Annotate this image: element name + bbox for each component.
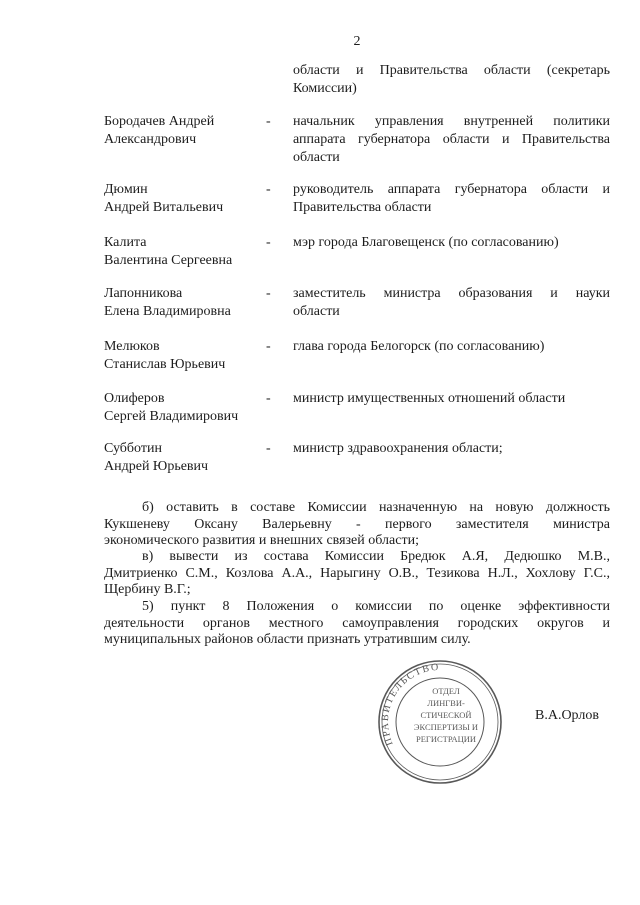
member-position-line: заместитель министра образования и науки [293,286,610,301]
paragraph-b [104,500,610,550]
member-position-line: министр имущественных отношений области [293,391,566,406]
continuation-line: Комиссии) [293,81,357,96]
stamp-inner-line: ЭКСПЕРТИЗЫ И [413,722,479,732]
member-position [293,440,610,458]
member-name [104,390,264,426]
member-dash: - [266,114,271,129]
member-position-line: области [293,150,340,165]
member-dash: - [266,391,271,406]
page-number: 2 [353,34,361,49]
stamp-ring-text: ПРАВИТЕЛЬСТВО [379,661,441,747]
member-name [104,181,264,217]
member-name-line: Бородачев Андрей [104,114,215,129]
member-name-line: Александрович [104,132,197,147]
member-dash: - [266,339,271,354]
member-name [104,234,264,270]
member-name [104,440,264,476]
member-position-line: области [293,304,340,319]
member-name-line: Мелюков [104,339,160,354]
member-position-line: Правительства области [293,200,432,215]
member-name [104,113,264,149]
member-position-line: глава города Белогорск (по согласованию) [293,339,545,354]
member-dash: - [266,286,271,301]
paragraph-line: экономического развития и внешних связей области; [104,533,419,548]
member-position [293,285,610,321]
member-name-line: Станислав Юрьевич [104,357,226,372]
paragraph-line: в) вывести из состава Комиссии Бредюк А.Я, Дедюшко М.В., [142,549,610,564]
member-row [0,390,640,430]
member-position-line: министр здравоохранения области; [293,441,503,456]
paragraph-line: муниципальных районов области признать утратившим силу. [104,632,471,647]
stamp-inner-line: ОТДЕЛ [432,686,460,696]
member-row [0,181,640,221]
member-position [293,113,610,167]
paragraph-line: 5) пункт 8 Положения о комиссии по оценке эффективности [142,599,610,614]
member-name-line: Олиферов [104,391,165,406]
paragraph-5 [104,599,610,649]
member-row [0,338,640,378]
continuation-line: области и Правительства области (секретарь [293,63,610,78]
paragraph-line: б) оставить в составе Комиссии назначенную на новую должность [142,500,610,515]
stamp-inner-line: СТИЧЕСКОЙ [420,710,472,720]
member-position [293,181,610,217]
member-position-line: начальник управления внутренней политики [293,114,610,129]
signature-name: В.А.Орлов [535,708,599,723]
member-row [0,113,640,165]
official-stamp [376,658,504,786]
member-position [293,390,610,408]
member-position [293,234,610,252]
member-dash: - [266,235,271,250]
member-name-line: Дюмин [104,182,148,197]
member-position-line: аппарата губернатора области и Правительства [293,132,610,147]
member-name-line: Калита [104,235,147,250]
member-row [0,234,640,274]
member-name-line: Сергей Владимирович [104,409,239,424]
member-position-line: руководитель аппарата губернатора области и [293,182,610,197]
member-name [104,285,264,321]
member-name-line: Елена Владимировна [104,304,231,319]
member-position [293,338,610,356]
member-dash: - [266,182,271,197]
member-name [104,338,264,374]
member-name-line: Лапонникова [104,286,183,301]
member-row [0,285,640,325]
stamp-inner-line: РЕГИСТРАЦИИ [415,734,477,744]
paragraph-line: Щербину В.Г.; [104,582,191,597]
member-name-line: Субботин [104,441,162,456]
paragraph-line: Дмитриенко С.М., Козлова А.А., Нарыгину О.В., Тезикова Н.Л., Хохлову Г.С., [104,565,610,581]
member-position-line: мэр города Благовещенск (по согласованию) [293,235,559,250]
member-name-line: Валентина Сергеевна [104,253,233,268]
member-name-line: Андрей Юрьевич [104,459,209,474]
continuation-block [293,62,610,98]
paragraph-line: деятельности органов местного самоуправления городских округов и [104,615,610,631]
paragraph-line: Кукшеневу Оксану Валерьевну - первого заместителя министра [104,516,610,532]
paragraph-v [104,549,610,599]
stamp-inner-line: ЛИНГВИ- [427,698,465,708]
member-row [0,440,640,480]
member-name-line: Андрей Витальевич [104,200,224,215]
member-dash: - [266,441,271,456]
